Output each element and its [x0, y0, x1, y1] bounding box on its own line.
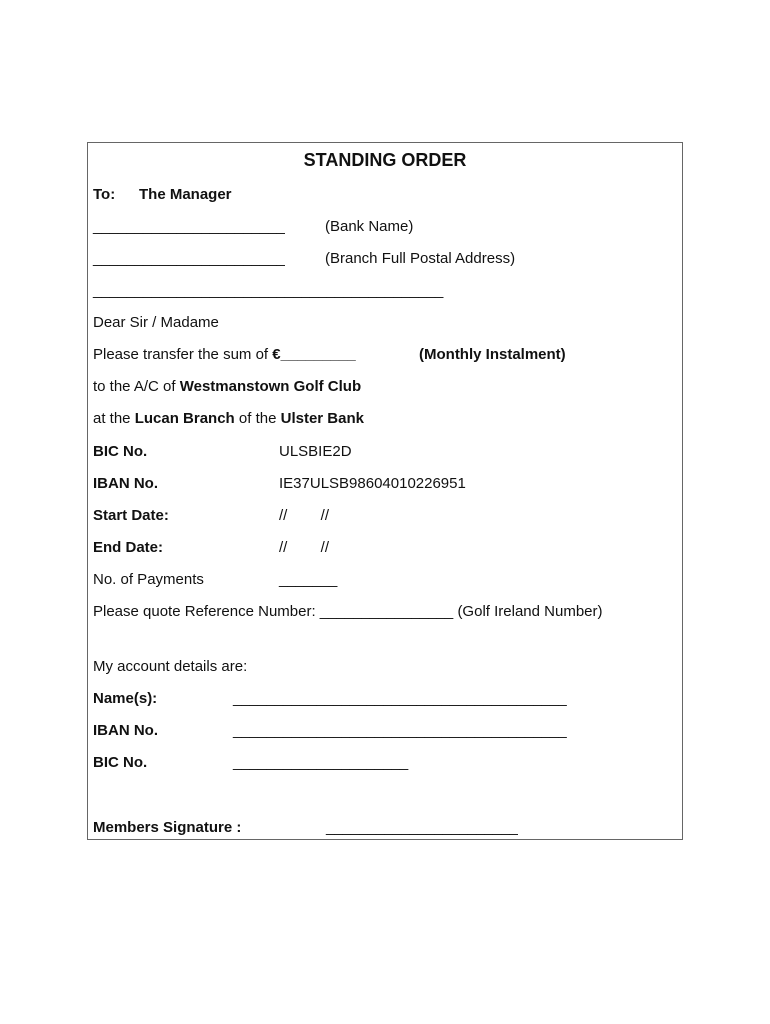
- bank-name: Ulster Bank: [280, 410, 364, 427]
- end-date-field[interactable]: // //: [279, 539, 330, 556]
- bank-name-field[interactable]: _______________________: [93, 218, 285, 235]
- my-bic-label: BIC No.: [93, 754, 148, 771]
- to-label: To:: [93, 186, 116, 203]
- standing-order-form: [87, 142, 683, 840]
- start-date-field[interactable]: // //: [279, 507, 330, 524]
- branch-address-label: (Branch Full Postal Address): [325, 250, 516, 267]
- bic-value: ULSBIE2D: [279, 443, 352, 460]
- my-bic-field[interactable]: _____________________: [233, 754, 409, 771]
- signature-field[interactable]: _______________________: [326, 819, 518, 836]
- ac-name: Westmanstown Golf Club: [179, 378, 362, 395]
- to-value: The Manager: [139, 186, 232, 203]
- my-iban-field[interactable]: ________________________________________: [233, 722, 567, 739]
- ac-prefix: to the A/C of: [93, 378, 180, 395]
- branch-line: [93, 410, 364, 428]
- reference-line[interactable]: Please quote Reference Number: ________________ (Golf Ireland Number): [93, 603, 603, 620]
- branch-mid: of the: [234, 410, 281, 427]
- salutation: Dear Sir / Madame: [93, 314, 219, 331]
- branch-address-field[interactable]: _______________________: [93, 250, 285, 267]
- branch-prefix: at the: [93, 410, 135, 427]
- payments-field[interactable]: _______: [279, 571, 338, 588]
- names-field[interactable]: ________________________________________: [233, 690, 567, 707]
- address-line-field[interactable]: __________________________________________: [93, 282, 444, 299]
- bic-label: BIC No.: [93, 443, 148, 460]
- account-details-heading: My account details are:: [93, 658, 248, 675]
- signature-label: Members Signature :: [93, 819, 242, 836]
- form-title: STANDING ORDER: [303, 150, 467, 170]
- transfer-prefix: Please transfer the sum of: [93, 346, 273, 363]
- branch-name: Lucan Branch: [134, 410, 235, 427]
- my-iban-label: IBAN No.: [93, 722, 158, 739]
- iban-value: IE37ULSB98604010226951: [279, 475, 466, 492]
- transfer-line: [93, 346, 356, 364]
- bank-name-label: (Bank Name): [325, 218, 414, 235]
- start-date-label: Start Date:: [93, 507, 169, 524]
- names-label: Name(s):: [93, 690, 158, 707]
- iban-label: IBAN No.: [93, 475, 158, 492]
- end-date-label: End Date:: [93, 539, 164, 556]
- ac-line: [93, 378, 361, 396]
- payments-label: No. of Payments: [93, 571, 204, 588]
- transfer-note: (Monthly Instalment): [419, 346, 566, 363]
- transfer-amount-field[interactable]: €_________: [272, 346, 356, 363]
